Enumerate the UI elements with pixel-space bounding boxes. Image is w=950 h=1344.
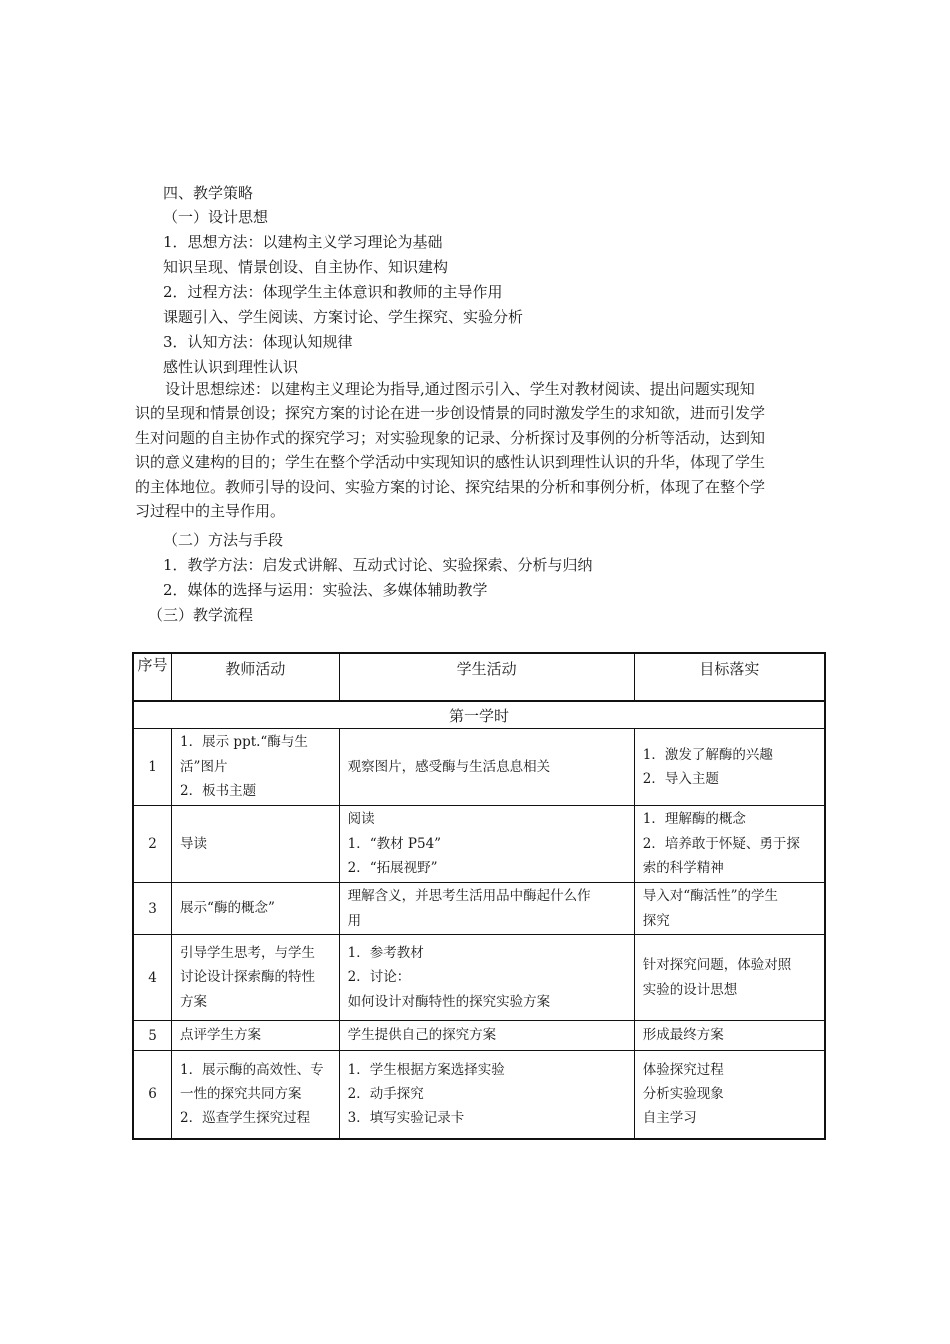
methods-heading: （二）方法与手段 [163, 531, 284, 549]
row-index: 5 [133, 1021, 172, 1051]
session-row [133, 701, 825, 729]
cell-line: 引导学生思考，与学生 [180, 944, 316, 961]
teaching-flow-table [132, 652, 826, 1140]
cell-line: 针对探究问题，体验对照 [642, 957, 792, 974]
table-row [133, 935, 825, 1021]
row-index: 4 [133, 935, 172, 1021]
cell-line: 2．讨论： [347, 969, 411, 986]
student-activity [339, 883, 634, 935]
teacher-activity [172, 883, 340, 935]
table-row [133, 806, 825, 883]
cell-line: 2．巡查学生探究过程 [180, 1110, 311, 1127]
cell-line: 学生提供自己的探究方案 [347, 1027, 497, 1044]
cell-line: 1．激发了解酶的兴趣 [642, 746, 773, 763]
student-activity [339, 1051, 634, 1139]
cell-line: 如何设计对酶特性的探究实验方案 [347, 993, 551, 1010]
design-item: 3．认知方法：体现认知规律 [163, 333, 353, 351]
cell-line: 1．展示酶的高效性、专 [180, 1061, 324, 1078]
cell-line: 点评学生方案 [180, 1027, 262, 1044]
table-row [133, 1021, 825, 1051]
goal [634, 729, 825, 806]
cell-line: 观察图片，感受酶与生活息息相关 [347, 758, 551, 775]
cell-line: 用 [347, 912, 362, 929]
methods-item: 2．媒体的选择与运用：实验法、多媒体辅助教学 [163, 581, 488, 599]
design-item: 课题引入、学生阅读、方案讨论、学生探究、实验分析 [163, 308, 524, 326]
summary-line: 识的意义建构的目的；学生在整个学活动中实现知识的感性认识到理性认识的升华，体现了学生 [135, 453, 766, 472]
cell-line: 体验探究过程 [642, 1061, 724, 1078]
design-summary [135, 377, 830, 523]
teacher-activity [172, 806, 340, 883]
design-item: 1．思想方法：以建构主义学习理论为基础 [163, 233, 443, 251]
cell-line: 2．导入主题 [642, 771, 719, 787]
summary-line: 的主体地位。教师引导的设问、实验方案的讨论、探究结果的分析和事例分析，体现了在整个学 [135, 477, 766, 496]
cell-line: 阅读 [347, 811, 375, 828]
cell-line: 展示“酶的概念” [180, 900, 275, 917]
summary-line: 习过程中的主导作用。 [135, 502, 286, 521]
cell-line: 2．板书主题 [180, 783, 257, 800]
header-student: 学生活动 [339, 653, 634, 701]
cell-line: 形成最终方案 [642, 1027, 724, 1044]
goal [634, 1021, 825, 1051]
cell-line: 1．参考教材 [347, 944, 424, 961]
cell-line: 自主学习 [642, 1110, 697, 1127]
cell-line: 1．学生根据方案选择实验 [347, 1061, 505, 1078]
design-item: 知识呈现、情景创设、自主协作、知识建构 [163, 258, 449, 276]
cell-line: 1．理解酶的概念 [642, 811, 746, 828]
cell-line: 导读 [180, 835, 208, 852]
cell-line: 3．填写实验记录卡 [347, 1110, 465, 1127]
cell-line: 2．“拓展视野” [347, 860, 438, 877]
header-index: 序号 [133, 653, 172, 701]
cell-line: 分析实验现象 [642, 1086, 724, 1103]
row-index: 6 [133, 1051, 172, 1139]
cell-line: 实验的设计思想 [642, 981, 738, 998]
goal [634, 935, 825, 1021]
student-activity [339, 806, 634, 883]
cell-line: 方案 [180, 993, 208, 1010]
cell-line: 1．“教材 P54” [347, 835, 442, 852]
table-row [133, 1051, 825, 1139]
goal [634, 806, 825, 883]
cell-line: 活”图片 [180, 758, 228, 775]
methods-item: 1．教学方法：启发式讲解、互动式讨论、实验探索、分析与归纳 [163, 556, 593, 574]
row-index: 2 [133, 806, 172, 883]
summary-line: 设计思想综述：以建构主义理论为指导,通过图示引入、学生对教材阅读、提出问题实现知 [135, 380, 755, 398]
student-activity [339, 935, 634, 1021]
summary-line: 识的呈现和情景创设；探究方案的讨论在进一步创设情景的同时激发学生的求知欲，进而引发学 [135, 404, 766, 423]
cell-line: 索的科学精神 [642, 860, 724, 877]
cell-line: 讨论设计探索酶的特性 [180, 969, 316, 986]
header-goal: 目标落实 [634, 653, 825, 701]
design-item: 感性认识到理性认识 [163, 358, 299, 376]
design-heading: （一）设计思想 [163, 208, 269, 226]
teacher-activity [172, 1021, 340, 1051]
cell-line: 导入对“酶活性”的学生 [642, 888, 779, 905]
student-activity [339, 1021, 634, 1051]
cell-line: 2．动手探究 [347, 1086, 424, 1103]
table-row [133, 729, 825, 806]
table-row [133, 883, 825, 935]
teacher-activity [172, 935, 340, 1021]
cell-line: 探究 [642, 912, 670, 929]
flow-heading: （三）教学流程 [148, 606, 254, 624]
cell-line: 2．培养敢于怀疑、勇于探 [642, 835, 800, 852]
teacher-activity [172, 1051, 340, 1139]
cell-line: 1．展示 ppt.“酶与生 [180, 734, 308, 751]
section-heading: 四、教学策略 [163, 184, 254, 202]
teacher-activity [172, 729, 340, 806]
cell-line: 一性的探究共同方案 [180, 1086, 302, 1103]
student-activity [339, 729, 634, 806]
header-teacher: 教师活动 [172, 653, 340, 701]
cell-line: 理解含义，并思考生活用品中酶起什么作 [347, 888, 591, 905]
goal [634, 883, 825, 935]
table-header-row [133, 653, 825, 701]
session-label: 第一学时 [133, 701, 825, 729]
design-item: 2．过程方法：体现学生主体意识和教师的主导作用 [163, 283, 503, 301]
row-index: 1 [133, 729, 172, 806]
row-index: 3 [133, 883, 172, 935]
goal [634, 1051, 825, 1139]
summary-line: 生对问题的自主协作式的探究学习；对实验现象的记录、分析探讨及事例的分析等活动，达到知 [135, 428, 766, 447]
